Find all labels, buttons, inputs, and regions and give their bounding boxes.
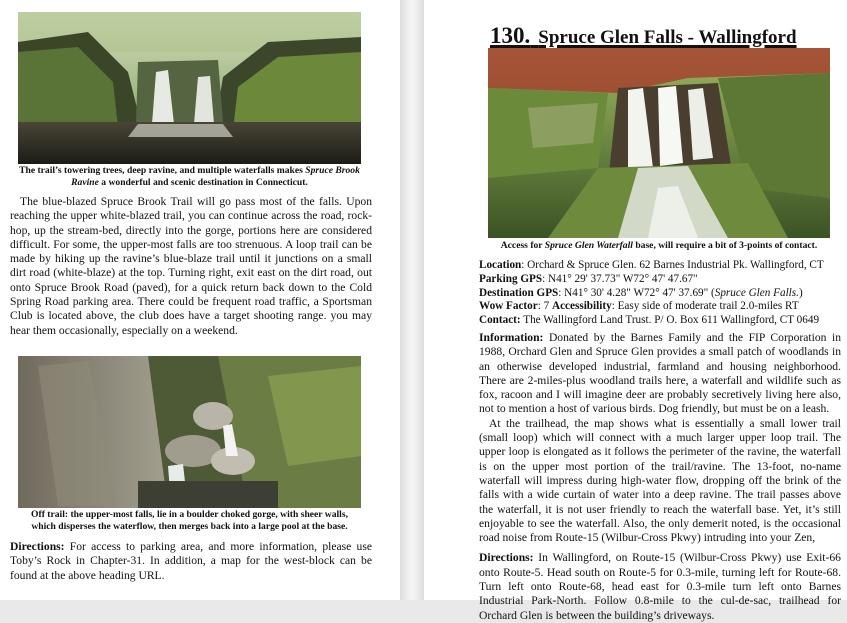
- right-body: [479, 331, 841, 623]
- upper-falls-gorge-photo: [18, 356, 361, 508]
- trail-info-block: [479, 259, 839, 328]
- parking-gps-line: Parking GPS: N41° 29' 37.73" W72° 47' 47.67": [479, 272, 698, 285]
- top-photo-caption: The trail’s towering trees, deep ravine, and multiple waterfalls makes Spruce Brook Ravine a wonderful and scenic destination in Connecticut.: [19, 165, 360, 188]
- spruce-glen-waterfall-photo: [488, 48, 830, 238]
- waterfall-caption: Access for Spruce Glen Waterfall base, will require a bit of 3-points of contact.: [500, 240, 818, 251]
- right-page: [424, 0, 847, 622]
- page-gutter: [400, 0, 424, 600]
- location-line: Location: Orchard & Spruce Glen. 62 Barnes Industrial Pk. Wallingford, CT: [479, 259, 824, 271]
- trailhead-paragraph: At the trailhead, the map shows what is essentially a small lower trail (small loop) which will connect with a much larger upper loop trail. The upper loop is elongated as it follows the perimeter of the ravine, the waterfall is on the upper most portion of the trail/ravine. The 13-foot, no-name waterfall will impress during high-water flow, dropping off the brink of the falls with a wide curtain of water into a deep ravine. The trail passes above the waterfall, it is not user friendly to reach the waterfall base. Yet, it’s still enjoyable to see the waterfall. Also, the only demerit noted, is the occasional road noise from Route-15 (Wilbur-Cross Pkwy) intruding into your Zen,: [479, 416, 841, 545]
- destination-gps-line: Destination GPS: N41° 30' 4.28" W72° 47' 37.69" (Spruce Glen Falls.): [479, 286, 803, 299]
- ravine-waterfall-photo: [18, 12, 361, 164]
- left-directions: Directions: For access to parking area, and more information, please use Toby’s Rock in Chapter-31. In addition, a map for the west-block can be found at the above heading URL.: [10, 540, 372, 582]
- bottom-photo-caption: Off trail: the upper-most falls, lie in a boulder choked gorge, with sheer walls, which disperses the waterflow, then merges back into a large pool at the base.: [31, 509, 348, 532]
- trail-description-paragraph: The blue-blazed Spruce Brook Trail will go pass most of the falls. Upon reaching the upper white-blazed trail, you can continue across the road, rock-hop, up the stream-bed, directly into the gorge, portions here are considered difficult. For some, the upper-most falls are too strenuous. A loop trail can be made by hiking up the ravine’s blue-blaze trail until it junctions on a small dirt road (white-blaze) at the top. Turning right, exit east on the dirt road, out onto Spruce Brook Road (paved), for a quick return back down to the Cold Spring Road parking area. There could be frequent road traffic, a Sportsman Club is located above, the club does have a target shooting range. you may hear them occasionally, especially on a weekend.: [10, 195, 372, 337]
- chapter-title: 130. Spruce Glen Falls - Wallingford: [490, 23, 797, 48]
- information-paragraph: Information: Donated by the Barnes Family and the FIP Corporation in 1988, Orchard Glen and Spruce Glen provides a small patch of woodlands in an otherwise developed industrial, farmland and housing neighborhood. There are 2-miles-plus woodland trails here, a waterfall and wildlife such as fox, racoon and I will imagine deer are probably secretively living here also, not to mention a host of various birds. Dog friendly, but must be on a leash.: [479, 331, 841, 416]
- left-page: [0, 0, 400, 600]
- contact-line: Contact: The Wallingford Land Trust. P/ O. Box 611 Wallingford, CT 0649: [479, 314, 820, 327]
- wow-accessibility-line: Wow Factor: 7 Accessibility: Easy side of moderate trail 2.0-miles RT: [479, 300, 799, 313]
- right-directions: Directions: In Wallingford, on Route-15 (Wilbur-Cross Pkwy) use Exit-66 onto Route-5. Head south on Route-5 for 0.3-mile, turning left for Route-68. Turn left onto Route-68, head east for 0.3-mile turn left onto Barnes Industrial Park-North. Follow 0.8-mile to the cul-de-sac, trailhead for Orchard Glen is between the building’s driveways.: [479, 551, 841, 622]
